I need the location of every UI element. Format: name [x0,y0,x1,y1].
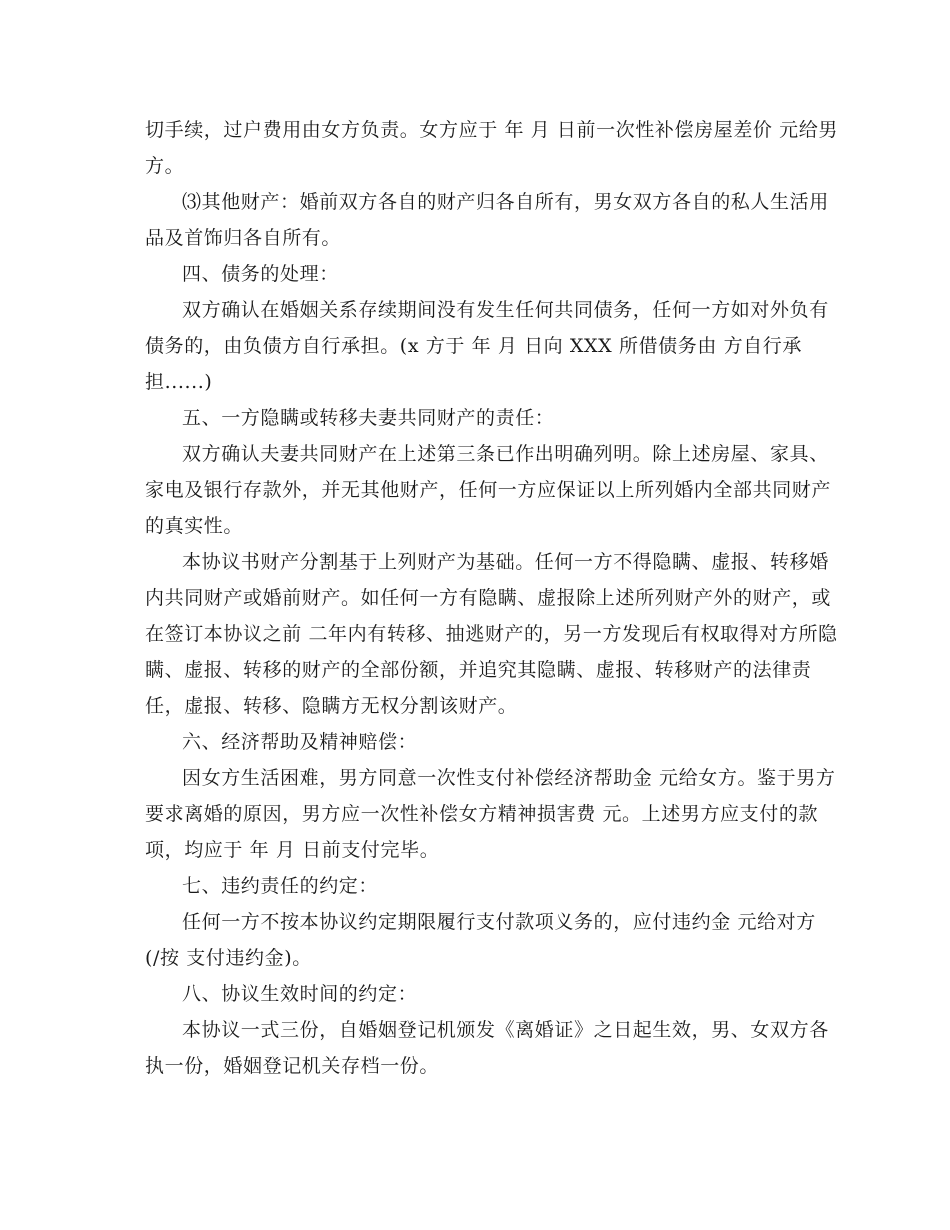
text-line-26: 本协议一式三份，自婚姻登记机颁发《离婚证》之日起生效，男、女双方各 [182,1019,829,1041]
section-heading-4: 四、债务的处理： [182,263,339,285]
text-line-15: 在签订本协议之前 二年内有转移、抽逃财产的，另一方发现后有权取得对方所隐 [145,623,838,645]
text-line-2: 方。 [145,155,185,177]
text-line-20: 要求离婚的原因，男方应一次性补偿女方精神损害费 元。上述男方应支付的款 [145,803,819,825]
text-line-19: 因女方生活困难，男方同意一次性支付补偿经济帮助金 元给女方。鉴于男方 [182,767,836,789]
text-line-16: 瞒、虚报、转移的财产的全部份额，并追究其隐瞒、虚报、转移财产的法律责 [145,659,812,681]
text-line-1: 切手续，过户费用由女方负责。女方应于 年 月 日前一次性补偿房屋差价 元给男 [145,119,838,141]
text-line-17: 任，虚报、转移、隐瞒方无权分割该财产。 [145,695,518,717]
text-line-12: 的真实性。 [145,515,244,537]
text-line-6: 双方确认在婚姻关系存续期间没有发生任何共同债务，任何一方如对外负有 [182,299,829,321]
text-line-23: 任何一方不按本协议约定期限履行支付款项义务的，应付违约金 元给对方 [182,911,816,933]
section-heading-8: 八、协议生效时间的约定： [182,983,418,1005]
text-line-3: ⑶其他财产：婚前双方各自的财产归各自所有，男女双方各自的私人生活用 [182,191,829,213]
text-line-4: 品及首饰归各自所有。 [145,227,342,249]
text-line-27: 执一份，婚姻登记机关存档一份。 [145,1055,440,1077]
text-line-13: 本协议书财产分割基于上列财产为基础。任何一方不得隐瞒、虚报、转移婚 [182,551,829,573]
section-heading-6: 六、经济帮助及精神赔偿： [182,731,418,753]
text-line-21: 项，均应于 年 月 日前支付完毕。 [145,839,440,861]
text-line-14: 内共同财产或婚前财产。如任何一方有隐瞒、虚报除上述所列财产外的财产，或 [145,587,832,609]
text-line-8: 担......) [145,371,213,393]
text-line-10: 双方确认夫妻共同财产在上述第三条已作出明确列明。除上述房屋、家具、 [182,443,829,465]
text-line-11: 家电及银行存款外，并无其他财产，任何一方应保证以上所列婚内全部共同财产 [145,479,832,501]
section-heading-5: 五、一方隐瞒或转移夫妻共同财产的责任： [182,407,555,429]
section-heading-7: 七、违约责任的约定： [182,875,379,897]
text-line-24: (/按 支付违约金)。 [145,947,312,969]
text-line-7: 债务的，由负债方自行承担。(x 方于 年 月 日向 XXX 所借债务由 方自行承 [145,335,802,357]
